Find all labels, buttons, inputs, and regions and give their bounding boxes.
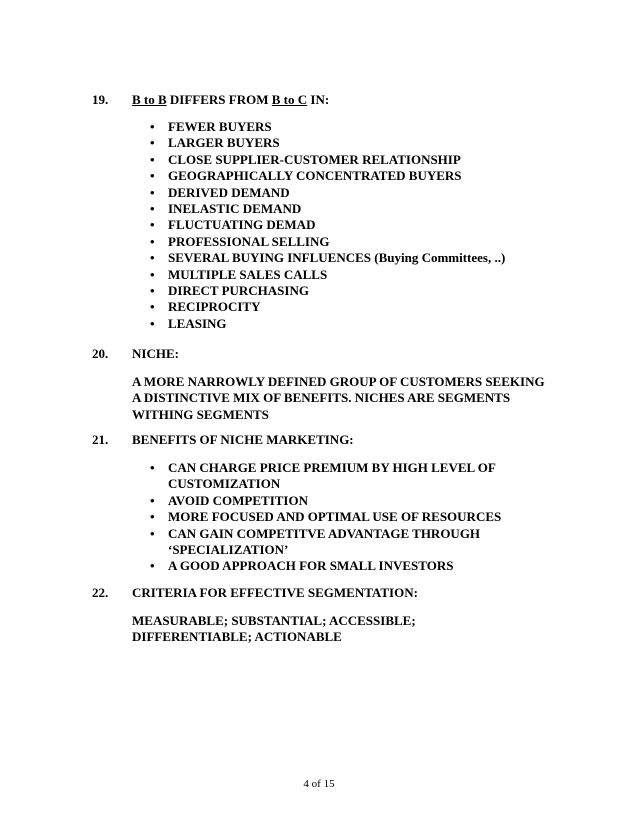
- list-item: • CAN GAIN COMPETITVE ADVANTAGE THROUGH ‘SPECIALIZATION’: [150, 525, 481, 558]
- bullet-icon: •: [150, 283, 155, 299]
- bullet-icon: •: [150, 168, 155, 184]
- section-heading: [132, 92, 329, 108]
- list-item: • A GOOD APPROACH FOR SMALL INVESTORS: [150, 558, 454, 574]
- heading-term-b2c: B to C: [271, 92, 308, 107]
- bullet-icon: •: [150, 119, 155, 134]
- bullet-icon: •: [150, 509, 155, 525]
- bullet-icon: •: [150, 266, 155, 282]
- heading-text: DIFFERS FROM: [166, 92, 272, 107]
- section-number: 22.: [92, 585, 109, 600]
- section-heading: NICHE:: [132, 346, 179, 361]
- bullet-icon: •: [150, 558, 155, 574]
- bullet-icon: •: [150, 460, 155, 475]
- heading-text: IN:: [307, 92, 330, 107]
- list-item: • MULTIPLE SALES CALLS: [150, 266, 328, 282]
- list-item: • RECIPROCITY: [150, 299, 261, 315]
- heading-term-b2b: B to B: [132, 92, 167, 107]
- bullet-icon: •: [150, 201, 155, 217]
- bullet-icon: •: [150, 315, 155, 331]
- bullet-icon: •: [150, 233, 155, 249]
- list-item: • DERIVED DEMAND: [150, 184, 290, 200]
- list-item: • LARGER BUYERS: [150, 135, 280, 151]
- list-item: • CLOSE SUPPLIER-CUSTOMER RELATIONSHIP: [150, 151, 461, 167]
- bullet-icon: •: [150, 217, 155, 233]
- section-number: 20.: [92, 346, 109, 361]
- b2b-differences-list: [150, 119, 550, 332]
- list-item: • GEOGRAPHICALLY CONCENTRATED BUYERS: [150, 168, 462, 184]
- bullet-icon: •: [150, 184, 155, 200]
- list-item: • INELASTIC DEMAND: [150, 201, 302, 217]
- niche-definition: A MORE NARROWLY DEFINED GROUP OF CUSTOMERS SEEKING A DISTINCTIVE MIX OF BENEFITS. NICHES ARE SEGMENTS WITHING SEGMENTS: [132, 374, 545, 422]
- bullet-icon: •: [150, 250, 155, 266]
- page-number: 4 of 15: [303, 778, 335, 790]
- list-item: • LEASING: [150, 315, 227, 331]
- list-item: • FEWER BUYERS: [150, 119, 272, 134]
- section-heading: CRITERIA FOR EFFECTIVE SEGMENTATION:: [132, 585, 418, 600]
- niche-benefits-list: [150, 460, 530, 575]
- bullet-icon: •: [150, 492, 155, 508]
- list-item: • FLUCTUATING DEMAD: [150, 217, 316, 233]
- bullet-icon: •: [150, 299, 155, 315]
- section-heading: BENEFITS OF NICHE MARKETING:: [132, 432, 354, 447]
- section-number: 19.: [92, 92, 109, 107]
- list-item: • SEVERAL BUYING INFLUENCES (Buying Committees, ..): [150, 250, 506, 266]
- list-item: • PROFESSIONAL SELLING: [150, 233, 330, 249]
- list-item: • AVOID COMPETITION: [150, 492, 308, 508]
- list-item: • DIRECT PURCHASING: [150, 283, 309, 299]
- bullet-icon: •: [150, 151, 155, 167]
- list-item: • MORE FOCUSED AND OPTIMAL USE OF RESOURCES: [150, 509, 502, 525]
- segmentation-criteria: MEASURABLE; SUBSTANTIAL; ACCESSIBLE; DIFFERENTIABLE; ACTIONABLE: [132, 613, 416, 645]
- list-item: • CAN CHARGE PRICE PREMIUM BY HIGH LEVEL OF CUSTOMIZATION: [150, 460, 496, 492]
- bullet-icon: •: [150, 135, 155, 151]
- section-number: 21.: [92, 432, 109, 447]
- bullet-icon: •: [150, 525, 155, 541]
